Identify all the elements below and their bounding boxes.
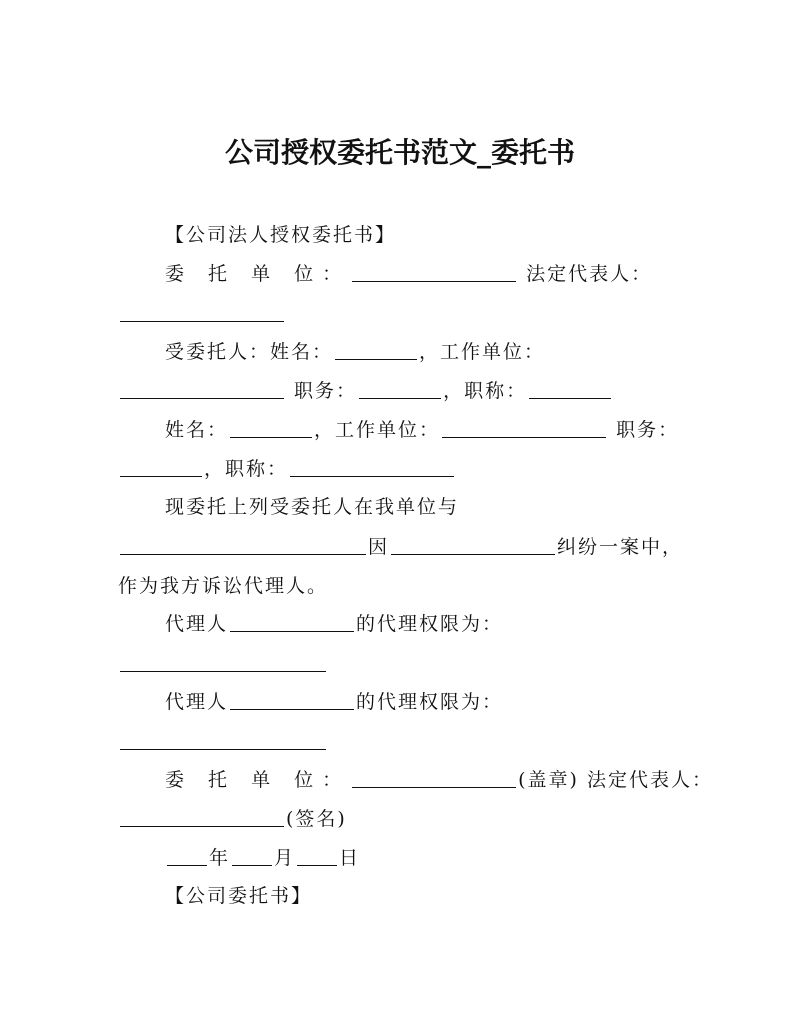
first-agent-label: 代理人 <box>165 613 229 635</box>
entrust-sentence: 现委托上列受委托人在我单位与 <box>165 496 460 518</box>
dispute-cause-blank <box>391 534 555 555</box>
trustee-title-blank <box>529 378 611 399</box>
second-agent-row <box>165 689 503 715</box>
second-name-blank <box>230 417 312 438</box>
heading-corporate-entrustment: 【公司委托书】 <box>165 885 313 907</box>
second-agent-label: 代理人 <box>165 691 229 713</box>
act-as-agent-text: 作为我方诉讼代理人。 <box>118 575 329 597</box>
first-agent-authority-row <box>118 651 328 677</box>
second-title-row <box>118 456 456 482</box>
trustee-work-unit-blank <box>120 378 284 399</box>
second-agent-authority-blank <box>120 729 326 750</box>
entrusting-unit-row <box>165 261 652 287</box>
month-blank <box>232 845 272 866</box>
first-agent-blank <box>230 611 354 632</box>
signature-row <box>118 806 347 832</box>
entrusting-unit-blank-2 <box>352 767 516 788</box>
trustee-title-label: ，职称： <box>443 380 528 402</box>
trustee-position-row <box>118 378 613 404</box>
dispute-row <box>118 534 683 560</box>
first-agent-row <box>165 611 503 637</box>
signature-blank <box>120 806 284 827</box>
first-agent-authority-blank <box>120 651 326 672</box>
second-title-label: ，职称： <box>204 458 289 480</box>
trustee-name-blank <box>335 339 417 360</box>
day-blank <box>297 845 337 866</box>
signature-text: (签名) <box>286 808 347 830</box>
entrusting-unit-blank <box>352 261 516 282</box>
second-agent-authority-label: 的代理权限为： <box>356 691 504 713</box>
year-blank <box>167 845 207 866</box>
entrusting-unit-label: 委 托 单 位： <box>165 263 351 285</box>
second-agent-blank <box>230 689 354 710</box>
second-work-unit-label: ，工作单位： <box>314 419 441 441</box>
second-agent-authority-row <box>118 729 328 755</box>
page-title: 公司授权委托书范文_委托书 <box>224 136 575 169</box>
second-trustee-row <box>165 417 679 443</box>
legal-representative-blank <box>120 301 284 322</box>
second-title-blank <box>290 456 454 477</box>
second-work-unit-blank <box>442 417 606 438</box>
day-text: 日 <box>339 847 361 869</box>
second-position-blank <box>120 456 202 477</box>
dispute-case-text: 纠纷一案中， <box>557 536 684 558</box>
trustee-position-blank <box>359 378 441 399</box>
trustee-position-label: 职务： <box>294 380 358 402</box>
second-name-label: 姓名： <box>165 419 229 441</box>
legal-representative-label: 法定代表人： <box>526 263 653 285</box>
heading-corporate-legal-authorization: 【公司法人授权委托书】 <box>165 224 397 246</box>
second-position-label: 职务： <box>616 419 680 441</box>
because-text: 因 <box>368 536 390 558</box>
month-text: 月 <box>274 847 296 869</box>
opposing-party-blank <box>120 534 366 555</box>
entrusting-unit-label-2: 委 托 单 位： <box>165 769 351 791</box>
trustee-row <box>165 339 545 365</box>
trustee-work-unit-label: ，工作单位： <box>419 341 546 363</box>
seal-text: (盖章) <box>518 769 579 791</box>
legal-representative-label-2: 法定代表人： <box>587 769 714 791</box>
legal-representative-blank-row <box>118 301 286 327</box>
entrusting-unit-seal-row <box>165 767 713 793</box>
year-text: 年 <box>209 847 231 869</box>
date-row <box>165 845 360 871</box>
trustee-name-label: 受委托人：姓名： <box>165 341 334 363</box>
first-agent-authority-label: 的代理权限为： <box>356 613 504 635</box>
